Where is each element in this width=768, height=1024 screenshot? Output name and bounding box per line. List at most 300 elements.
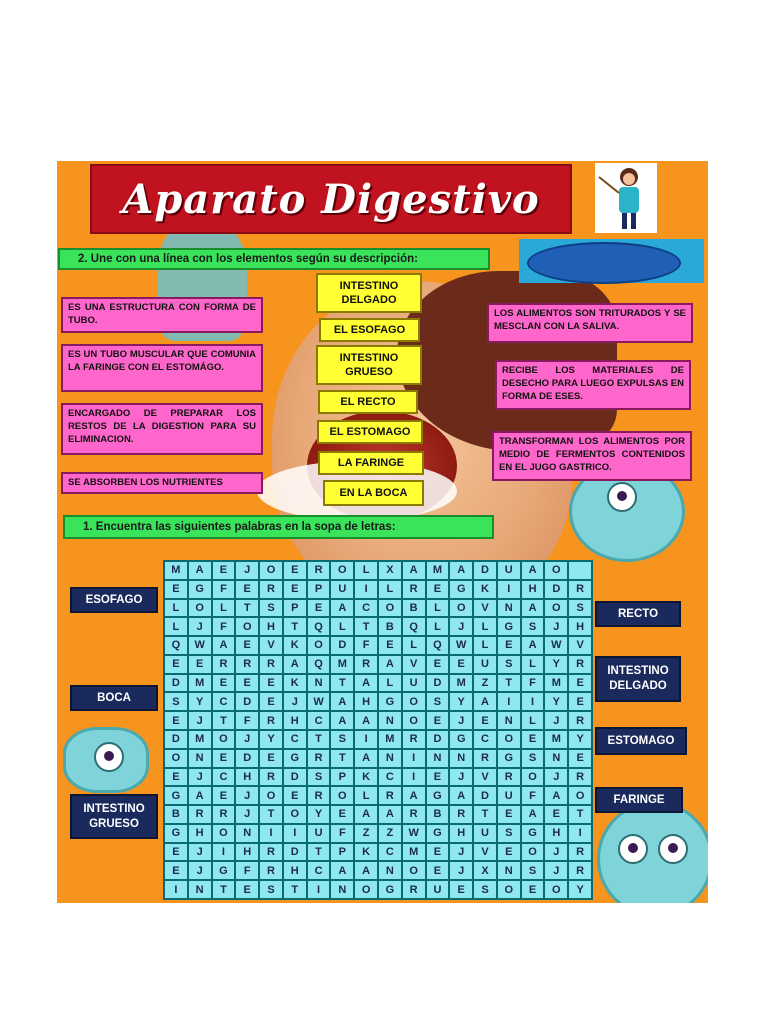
grid-cell[interactable]: G	[164, 786, 188, 805]
grid-cell[interactable]: G	[283, 749, 307, 768]
grid-cell[interactable]: J	[544, 711, 568, 730]
grid-cell[interactable]: X	[378, 561, 402, 580]
grid-cell[interactable]: J	[544, 768, 568, 787]
grid-cell[interactable]: J	[188, 768, 212, 787]
grid-cell[interactable]: P	[283, 599, 307, 618]
grid-cell[interactable]: S	[521, 617, 545, 636]
grid-cell[interactable]: V	[473, 843, 497, 862]
grid-cell[interactable]: F	[354, 636, 378, 655]
grid-cell[interactable]: Y	[544, 655, 568, 674]
grid-cell[interactable]: L	[164, 617, 188, 636]
grid-cell[interactable]: A	[283, 655, 307, 674]
grid-cell[interactable]: S	[330, 730, 354, 749]
grid-cell[interactable]: E	[568, 674, 592, 693]
grid-cell[interactable]: M	[188, 730, 212, 749]
grid-cell[interactable]: Y	[568, 880, 592, 899]
grid-cell[interactable]: I	[521, 692, 545, 711]
grid-cell[interactable]: R	[568, 768, 592, 787]
grid-cell[interactable]: A	[473, 692, 497, 711]
grid-cell[interactable]: N	[378, 711, 402, 730]
grid-cell[interactable]: A	[188, 786, 212, 805]
grid-cell[interactable]: E	[283, 580, 307, 599]
grid-cell[interactable]: W	[544, 636, 568, 655]
grid-cell[interactable]: D	[426, 674, 450, 693]
grid-cell[interactable]: E	[164, 768, 188, 787]
grid-cell[interactable]: H	[259, 617, 283, 636]
grid-cell[interactable]: L	[521, 711, 545, 730]
grid-cell[interactable]: S	[568, 599, 592, 618]
grid-cell[interactable]: O	[188, 599, 212, 618]
grid-cell[interactable]: Y	[449, 692, 473, 711]
grid-cell[interactable]: R	[497, 768, 521, 787]
grid-cell[interactable]: E	[497, 636, 521, 655]
term-recto[interactable]: EL RECTO	[318, 390, 418, 414]
grid-cell[interactable]: A	[449, 786, 473, 805]
grid-cell[interactable]: N	[449, 749, 473, 768]
grid-cell[interactable]: E	[212, 749, 236, 768]
grid-cell[interactable]: K	[283, 674, 307, 693]
grid-cell[interactable]: Y	[307, 805, 331, 824]
grid-cell[interactable]: E	[521, 730, 545, 749]
grid-cell[interactable]: F	[235, 861, 259, 880]
grid-cell[interactable]: I	[354, 730, 378, 749]
grid-cell[interactable]: D	[473, 561, 497, 580]
grid-cell[interactable]: T	[283, 617, 307, 636]
grid-cell[interactable]: N	[307, 674, 331, 693]
grid-cell[interactable]: L	[330, 617, 354, 636]
grid-cell[interactable]: O	[235, 617, 259, 636]
grid-cell[interactable]: E	[426, 861, 450, 880]
description-left-4[interactable]: SE ABSORBEN LOS NUTRIENTES	[61, 472, 263, 494]
grid-cell[interactable]: R	[378, 786, 402, 805]
grid-cell[interactable]: E	[521, 880, 545, 899]
grid-cell[interactable]: Y	[544, 692, 568, 711]
grid-cell[interactable]: N	[330, 880, 354, 899]
grid-cell[interactable]: A	[354, 711, 378, 730]
grid-cell[interactable]: D	[283, 768, 307, 787]
grid-cell[interactable]: M	[426, 561, 450, 580]
grid-cell[interactable]: R	[188, 805, 212, 824]
grid-cell[interactable]: S	[259, 880, 283, 899]
grid-cell[interactable]	[568, 561, 592, 580]
grid-cell[interactable]: E	[544, 805, 568, 824]
grid-cell[interactable]: J	[235, 805, 259, 824]
grid-cell[interactable]: R	[568, 843, 592, 862]
grid-cell[interactable]: I	[259, 824, 283, 843]
grid-cell[interactable]: H	[188, 824, 212, 843]
grid-cell[interactable]: J	[235, 730, 259, 749]
grid-cell[interactable]: G	[164, 824, 188, 843]
grid-cell[interactable]: S	[473, 880, 497, 899]
grid-cell[interactable]: E	[259, 749, 283, 768]
grid-cell[interactable]: L	[521, 655, 545, 674]
grid-cell[interactable]: O	[212, 824, 236, 843]
grid-cell[interactable]: E	[235, 880, 259, 899]
term-boca[interactable]: EN LA BOCA	[323, 480, 424, 506]
grid-cell[interactable]: T	[307, 730, 331, 749]
grid-cell[interactable]: R	[259, 768, 283, 787]
grid-cell[interactable]: D	[283, 843, 307, 862]
grid-cell[interactable]: T	[212, 711, 236, 730]
grid-cell[interactable]: U	[497, 786, 521, 805]
grid-cell[interactable]: J	[449, 711, 473, 730]
grid-cell[interactable]: E	[426, 711, 450, 730]
grid-cell[interactable]: O	[259, 561, 283, 580]
grid-cell[interactable]: S	[307, 768, 331, 787]
grid-cell[interactable]: C	[283, 730, 307, 749]
grid-cell[interactable]: H	[283, 861, 307, 880]
grid-cell[interactable]: Q	[164, 636, 188, 655]
grid-cell[interactable]: E	[426, 655, 450, 674]
grid-cell[interactable]: H	[235, 843, 259, 862]
grid-cell[interactable]: F	[330, 824, 354, 843]
grid-cell[interactable]: O	[521, 843, 545, 862]
grid-cell[interactable]: G	[521, 824, 545, 843]
grid-cell[interactable]: A	[378, 655, 402, 674]
grid-cell[interactable]: P	[330, 843, 354, 862]
grid-cell[interactable]: E	[426, 843, 450, 862]
grid-cell[interactable]: A	[354, 674, 378, 693]
grid-cell[interactable]: A	[330, 692, 354, 711]
grid-cell[interactable]: V	[473, 599, 497, 618]
grid-cell[interactable]: K	[354, 768, 378, 787]
grid-cell[interactable]: I	[497, 580, 521, 599]
grid-cell[interactable]: U	[402, 674, 426, 693]
grid-cell[interactable]: I	[354, 580, 378, 599]
grid-cell[interactable]: I	[402, 749, 426, 768]
grid-cell[interactable]: J	[449, 617, 473, 636]
grid-cell[interactable]: G	[449, 730, 473, 749]
grid-cell[interactable]: U	[307, 824, 331, 843]
grid-cell[interactable]: J	[544, 861, 568, 880]
grid-cell[interactable]: E	[426, 580, 450, 599]
grid-cell[interactable]: O	[497, 730, 521, 749]
grid-cell[interactable]: Q	[307, 617, 331, 636]
grid-cell[interactable]: M	[188, 674, 212, 693]
grid-cell[interactable]: K	[354, 843, 378, 862]
word-search-grid[interactable]	[163, 560, 593, 900]
grid-cell[interactable]: R	[259, 861, 283, 880]
grid-cell[interactable]: L	[164, 599, 188, 618]
grid-cell[interactable]: A	[330, 599, 354, 618]
grid-cell[interactable]: R	[402, 730, 426, 749]
grid-cell[interactable]: U	[497, 561, 521, 580]
grid-cell[interactable]: C	[307, 861, 331, 880]
grid-cell[interactable]: L	[402, 636, 426, 655]
description-right-1[interactable]: LOS ALIMENTOS SON TRITURADOS Y SE MESCLAN CON LA SALIVA.	[487, 303, 693, 343]
grid-cell[interactable]: E	[330, 805, 354, 824]
grid-cell[interactable]: X	[473, 861, 497, 880]
grid-cell[interactable]: W	[188, 636, 212, 655]
grid-cell[interactable]: W	[307, 692, 331, 711]
grid-cell[interactable]: O	[544, 561, 568, 580]
grid-cell[interactable]: U	[426, 880, 450, 899]
grid-cell[interactable]: U	[473, 655, 497, 674]
grid-cell[interactable]: A	[521, 636, 545, 655]
grid-cell[interactable]: P	[330, 768, 354, 787]
grid-cell[interactable]: O	[402, 711, 426, 730]
grid-cell[interactable]: N	[426, 749, 450, 768]
grid-cell[interactable]: A	[521, 805, 545, 824]
grid-cell[interactable]: O	[330, 561, 354, 580]
grid-cell[interactable]: H	[283, 711, 307, 730]
grid-cell[interactable]: O	[330, 786, 354, 805]
grid-cell[interactable]: E	[235, 636, 259, 655]
grid-cell[interactable]: O	[378, 599, 402, 618]
term-intestino-delgado[interactable]: INTESTINO DELGADO	[316, 273, 422, 313]
grid-cell[interactable]: N	[497, 711, 521, 730]
grid-cell[interactable]: Y	[259, 730, 283, 749]
grid-cell[interactable]: M	[378, 730, 402, 749]
grid-cell[interactable]: E	[259, 692, 283, 711]
grid-cell[interactable]: C	[378, 843, 402, 862]
grid-cell[interactable]: R	[259, 655, 283, 674]
grid-cell[interactable]: R	[307, 561, 331, 580]
grid-cell[interactable]: T	[568, 805, 592, 824]
grid-cell[interactable]: B	[378, 617, 402, 636]
grid-cell[interactable]: H	[544, 824, 568, 843]
grid-cell[interactable]: L	[354, 786, 378, 805]
grid-cell[interactable]: O	[521, 768, 545, 787]
grid-cell[interactable]: E	[283, 561, 307, 580]
grid-cell[interactable]: D	[235, 692, 259, 711]
grid-cell[interactable]: E	[164, 655, 188, 674]
description-left-3[interactable]: ENCARGADO DE PREPARAR LOS RESTOS DE LA DIGESTION PARA SU ELIMINACION.	[61, 403, 263, 455]
grid-cell[interactable]: L	[473, 617, 497, 636]
grid-cell[interactable]: F	[521, 786, 545, 805]
grid-cell[interactable]: L	[426, 617, 450, 636]
grid-cell[interactable]: A	[521, 599, 545, 618]
grid-cell[interactable]: M	[544, 730, 568, 749]
grid-cell[interactable]: B	[426, 805, 450, 824]
grid-cell[interactable]: N	[544, 749, 568, 768]
grid-cell[interactable]: R	[212, 655, 236, 674]
grid-cell[interactable]: K	[473, 580, 497, 599]
grid-cell[interactable]: G	[378, 880, 402, 899]
grid-cell[interactable]: C	[473, 730, 497, 749]
term-intestino-grueso[interactable]: INTESTINO GRUESO	[316, 345, 422, 385]
grid-cell[interactable]: R	[568, 861, 592, 880]
term-estomago[interactable]: EL ESTOMAGO	[317, 420, 423, 444]
grid-cell[interactable]: A	[354, 749, 378, 768]
grid-cell[interactable]: J	[449, 861, 473, 880]
grid-cell[interactable]: R	[307, 786, 331, 805]
grid-cell[interactable]: Y	[568, 730, 592, 749]
grid-cell[interactable]: N	[497, 599, 521, 618]
grid-cell[interactable]: E	[235, 674, 259, 693]
grid-cell[interactable]: A	[402, 786, 426, 805]
grid-cell[interactable]: U	[473, 824, 497, 843]
grid-cell[interactable]: F	[521, 674, 545, 693]
grid-cell[interactable]: I	[497, 692, 521, 711]
grid-cell[interactable]: T	[330, 749, 354, 768]
grid-cell[interactable]: O	[354, 880, 378, 899]
grid-cell[interactable]: G	[188, 580, 212, 599]
grid-cell[interactable]: E	[164, 580, 188, 599]
grid-cell[interactable]: A	[402, 561, 426, 580]
grid-cell[interactable]: T	[235, 599, 259, 618]
grid-cell[interactable]: E	[164, 843, 188, 862]
grid-cell[interactable]: F	[212, 580, 236, 599]
grid-cell[interactable]: E	[212, 674, 236, 693]
grid-cell[interactable]: R	[354, 655, 378, 674]
grid-cell[interactable]: R	[259, 711, 283, 730]
grid-cell[interactable]: I	[212, 843, 236, 862]
grid-cell[interactable]: N	[188, 880, 212, 899]
grid-cell[interactable]: R	[568, 711, 592, 730]
grid-cell[interactable]: E	[235, 580, 259, 599]
grid-cell[interactable]: E	[426, 768, 450, 787]
grid-cell[interactable]: L	[426, 599, 450, 618]
grid-cell[interactable]: I	[568, 824, 592, 843]
grid-cell[interactable]: S	[521, 749, 545, 768]
grid-cell[interactable]: F	[235, 711, 259, 730]
grid-cell[interactable]: W	[449, 636, 473, 655]
grid-cell[interactable]: A	[354, 861, 378, 880]
grid-cell[interactable]: J	[449, 768, 473, 787]
grid-cell[interactable]: S	[426, 692, 450, 711]
grid-cell[interactable]: L	[378, 674, 402, 693]
grid-cell[interactable]: R	[259, 580, 283, 599]
grid-cell[interactable]: E	[164, 711, 188, 730]
grid-cell[interactable]: P	[307, 580, 331, 599]
grid-cell[interactable]: L	[378, 580, 402, 599]
grid-cell[interactable]: D	[544, 580, 568, 599]
grid-cell[interactable]: E	[449, 880, 473, 899]
grid-cell[interactable]: Q	[307, 655, 331, 674]
grid-cell[interactable]: D	[235, 749, 259, 768]
grid-cell[interactable]: U	[330, 580, 354, 599]
grid-cell[interactable]: Q	[402, 617, 426, 636]
grid-cell[interactable]: M	[449, 674, 473, 693]
grid-cell[interactable]: M	[164, 561, 188, 580]
grid-cell[interactable]: G	[426, 786, 450, 805]
grid-cell[interactable]: H	[568, 617, 592, 636]
grid-cell[interactable]: H	[354, 692, 378, 711]
grid-cell[interactable]: N	[235, 824, 259, 843]
grid-cell[interactable]: D	[164, 730, 188, 749]
grid-cell[interactable]: J	[188, 617, 212, 636]
grid-cell[interactable]: A	[449, 561, 473, 580]
grid-cell[interactable]: I	[164, 880, 188, 899]
description-left-2[interactable]: ES UN TUBO MUSCULAR QUE COMUNIA LA FARINGE CON EL ESTOMÁGO.	[61, 344, 263, 392]
grid-cell[interactable]: E	[568, 749, 592, 768]
grid-cell[interactable]: S	[497, 824, 521, 843]
grid-cell[interactable]: H	[235, 768, 259, 787]
grid-cell[interactable]: M	[402, 843, 426, 862]
grid-cell[interactable]: Z	[354, 824, 378, 843]
grid-cell[interactable]: C	[378, 768, 402, 787]
grid-cell[interactable]: D	[426, 730, 450, 749]
grid-cell[interactable]: L	[354, 561, 378, 580]
grid-cell[interactable]: A	[354, 805, 378, 824]
grid-cell[interactable]: N	[188, 749, 212, 768]
grid-cell[interactable]: I	[402, 768, 426, 787]
grid-cell[interactable]: J	[188, 711, 212, 730]
grid-cell[interactable]: D	[330, 636, 354, 655]
grid-cell[interactable]: J	[449, 843, 473, 862]
grid-cell[interactable]: J	[283, 692, 307, 711]
grid-cell[interactable]: G	[449, 580, 473, 599]
grid-cell[interactable]: O	[544, 880, 568, 899]
grid-cell[interactable]: R	[307, 749, 331, 768]
grid-cell[interactable]: R	[402, 805, 426, 824]
grid-cell[interactable]: A	[521, 561, 545, 580]
grid-cell[interactable]: L	[473, 636, 497, 655]
grid-cell[interactable]: T	[307, 843, 331, 862]
grid-cell[interactable]: O	[283, 805, 307, 824]
grid-cell[interactable]: E	[212, 561, 236, 580]
grid-cell[interactable]: A	[330, 861, 354, 880]
grid-cell[interactable]: K	[283, 636, 307, 655]
grid-cell[interactable]: W	[402, 824, 426, 843]
grid-cell[interactable]: A	[330, 711, 354, 730]
grid-cell[interactable]: A	[212, 636, 236, 655]
grid-cell[interactable]: H	[521, 580, 545, 599]
grid-cell[interactable]: O	[568, 786, 592, 805]
description-right-3[interactable]: TRANSFORMAN LOS ALIMENTOS POR MEDIO DE FERMENTOS CONTENIDOS EN EL JUGO GASTRICO.	[492, 431, 692, 481]
term-faringe[interactable]: LA FARINGE	[318, 451, 424, 475]
grid-cell[interactable]: N	[378, 861, 402, 880]
grid-cell[interactable]: R	[212, 805, 236, 824]
grid-cell[interactable]: O	[402, 692, 426, 711]
grid-cell[interactable]: E	[307, 599, 331, 618]
grid-cell[interactable]: Y	[188, 692, 212, 711]
grid-cell[interactable]: V	[259, 636, 283, 655]
grid-cell[interactable]: G	[497, 749, 521, 768]
grid-cell[interactable]: E	[164, 861, 188, 880]
grid-cell[interactable]: J	[188, 843, 212, 862]
grid-cell[interactable]: E	[259, 674, 283, 693]
grid-cell[interactable]: B	[164, 805, 188, 824]
grid-cell[interactable]: T	[330, 674, 354, 693]
grid-cell[interactable]: O	[402, 861, 426, 880]
grid-cell[interactable]: G	[426, 824, 450, 843]
grid-cell[interactable]: F	[212, 617, 236, 636]
grid-cell[interactable]: J	[544, 843, 568, 862]
grid-cell[interactable]: A	[188, 561, 212, 580]
grid-cell[interactable]: O	[259, 786, 283, 805]
grid-cell[interactable]: J	[235, 786, 259, 805]
grid-cell[interactable]: Z	[473, 674, 497, 693]
grid-cell[interactable]: T	[497, 674, 521, 693]
grid-cell[interactable]: T	[283, 880, 307, 899]
grid-cell[interactable]: T	[212, 880, 236, 899]
grid-cell[interactable]: V	[568, 636, 592, 655]
grid-cell[interactable]: S	[164, 692, 188, 711]
grid-cell[interactable]: J	[188, 861, 212, 880]
grid-cell[interactable]: V	[473, 768, 497, 787]
grid-cell[interactable]: O	[212, 730, 236, 749]
grid-cell[interactable]: J	[544, 617, 568, 636]
grid-cell[interactable]: Z	[378, 824, 402, 843]
grid-cell[interactable]: R	[402, 580, 426, 599]
grid-cell[interactable]: E	[497, 805, 521, 824]
grid-cell[interactable]: D	[473, 786, 497, 805]
grid-cell[interactable]: E	[212, 786, 236, 805]
grid-cell[interactable]: E	[568, 692, 592, 711]
grid-cell[interactable]: T	[354, 617, 378, 636]
grid-cell[interactable]: S	[521, 861, 545, 880]
grid-cell[interactable]: T	[259, 805, 283, 824]
grid-cell[interactable]: R	[568, 580, 592, 599]
grid-cell[interactable]: E	[473, 711, 497, 730]
grid-cell[interactable]: R	[235, 655, 259, 674]
grid-cell[interactable]: Q	[426, 636, 450, 655]
grid-cell[interactable]: H	[449, 824, 473, 843]
grid-cell[interactable]: C	[307, 711, 331, 730]
grid-cell[interactable]: O	[497, 880, 521, 899]
